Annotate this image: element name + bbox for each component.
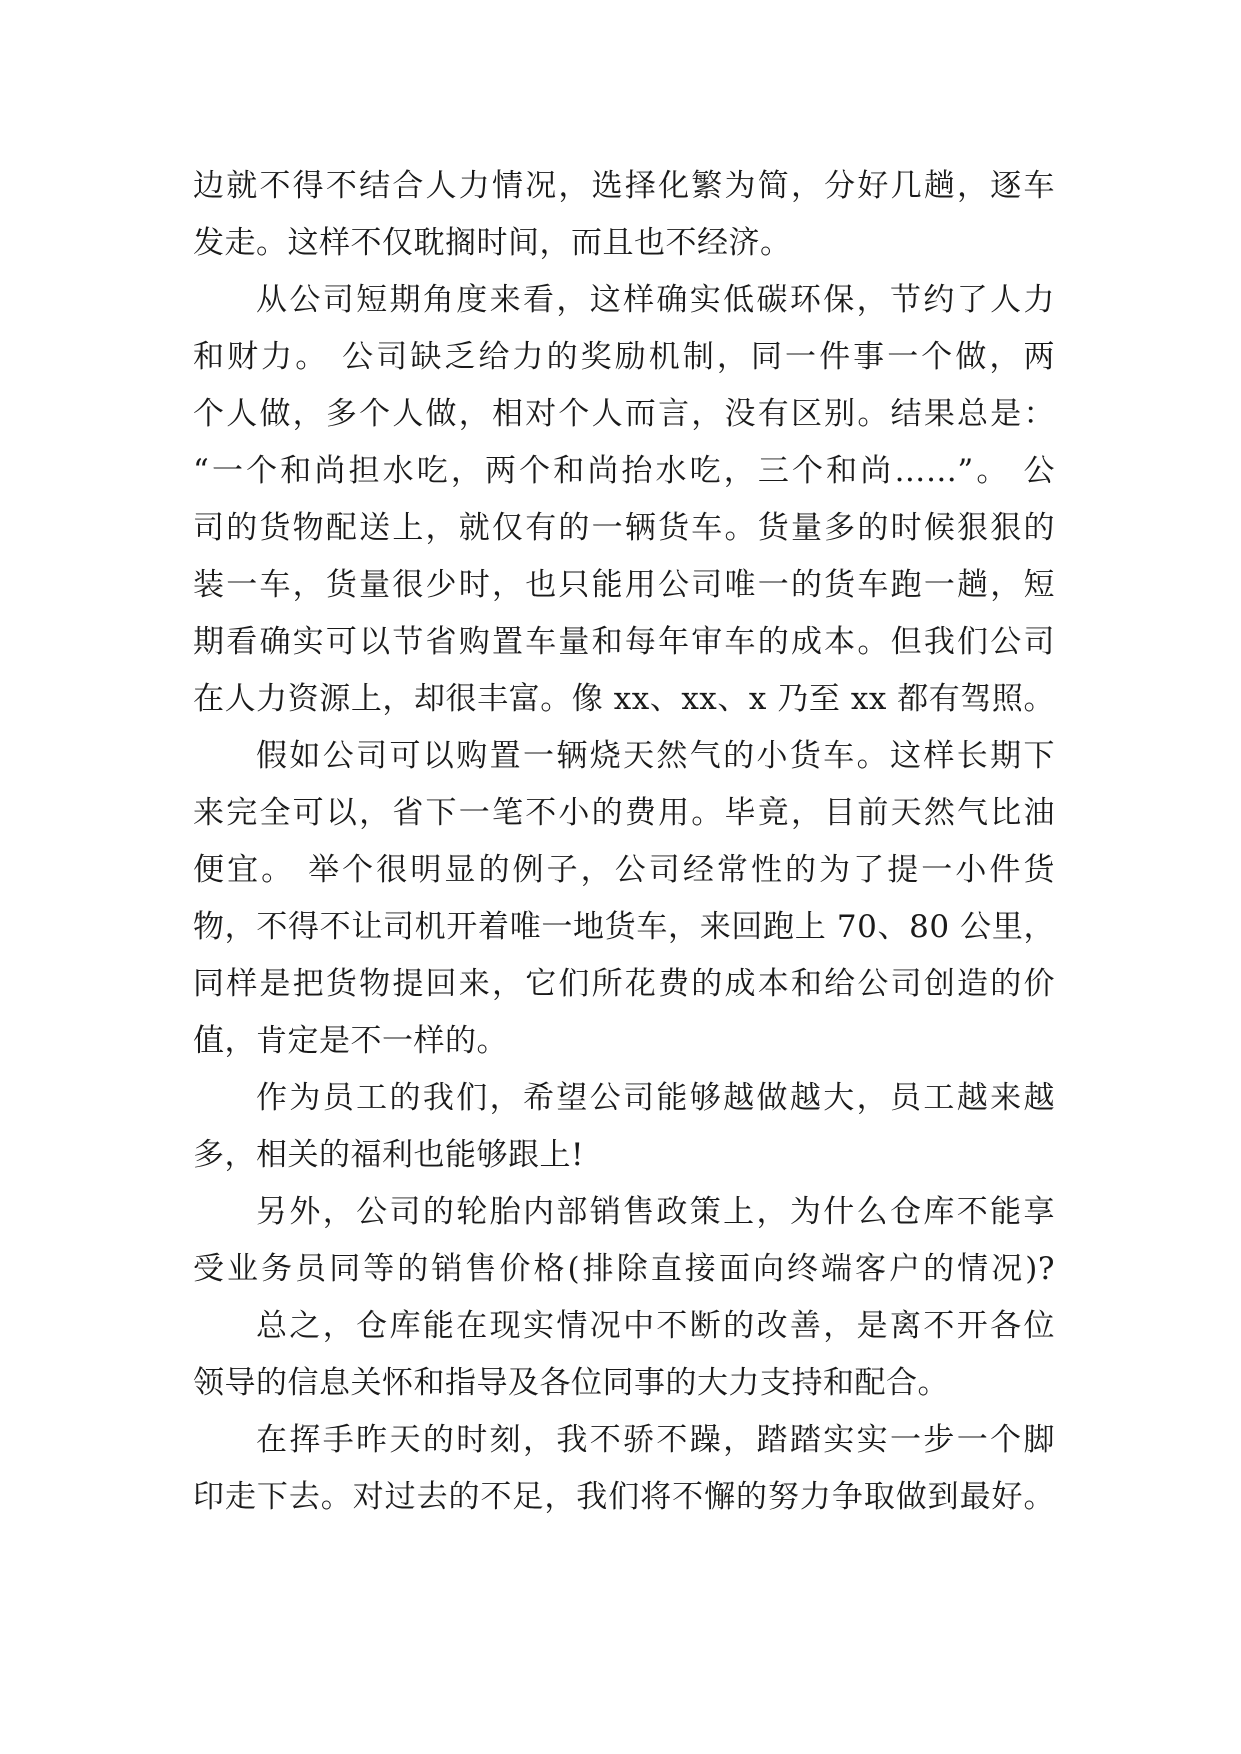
text-line: 边就不得不结合人力情况，选择化繁为简，分好几趟，逐车 — [193, 168, 1055, 204]
text-line: 受业务员同等的销售价格(排除直接面向终端客户的情况)? — [193, 1251, 1055, 1287]
document-body — [193, 158, 1055, 1526]
paragraph-first-line: 总之，仓库能在现实情况中不断的改善，是离不开各位 — [256, 1308, 1055, 1344]
paragraph-first-line: 从公司短期角度来看，这样确实低碳环保，节约了人力 — [256, 282, 1055, 318]
paragraph-first-line: 另外，公司的轮胎内部销售政策上，为什么仓库不能享 — [256, 1194, 1055, 1230]
text-line: 便宜。 举个很明显的例子，公司经常性的为了提一小件货 — [193, 852, 1055, 888]
text-line: 值，肯定是不一样的。 — [193, 1023, 508, 1059]
text-line: 期看确实可以节省购置车量和每年审车的成本。但我们公司 — [193, 624, 1055, 660]
text-line: 个人做，多个人做，相对个人而言，没有区别。结果总是： — [193, 396, 1055, 432]
text-line: 印走下去。对过去的不足，我们将不懈的努力争取做到最好。 — [193, 1479, 1055, 1515]
text-line: 发走。这样不仅耽搁时间，而且也不经济。 — [193, 225, 792, 261]
text-line: 领导的信息关怀和指导及各位同事的大力支持和配合。 — [193, 1365, 949, 1401]
paragraph-first-line: 假如公司可以购置一辆烧天然气的小货车。这样长期下 — [256, 738, 1055, 774]
text-line: 同样是把货物提回来，它们所花费的成本和给公司创造的价 — [193, 966, 1055, 1002]
text-line: 司的货物配送上，就仅有的一辆货车。货量多的时候狠狠的 — [193, 510, 1055, 546]
text-line: 多，相关的福利也能够跟上! — [193, 1137, 584, 1173]
text-line: “一个和尚担水吃，两个和尚抬水吃，三个和尚……”。 公 — [193, 453, 1055, 489]
paragraph-first-line: 作为员工的我们，希望公司能够越做越大，员工越来越 — [256, 1080, 1055, 1116]
text-line: 来完全可以，省下一笔不小的费用。毕竟，目前天然气比油 — [193, 795, 1055, 831]
text-line: 和财力。 公司缺乏给力的奖励机制，同一件事一个做，两 — [193, 339, 1055, 375]
paragraph-first-line: 在挥手昨天的时刻，我不骄不躁，踏踏实实一步一个脚 — [256, 1422, 1055, 1458]
text-line: 装一车，货量很少时，也只能用公司唯一的货车跑一趟，短 — [193, 567, 1055, 603]
text-line: 在人力资源上，却很丰富。像 xx、xx、x 乃至 xx 都有驾照。 — [193, 681, 1055, 717]
text-line: 物，不得不让司机开着唯一地货车，来回跑上 70、80 公里， — [193, 909, 1055, 945]
